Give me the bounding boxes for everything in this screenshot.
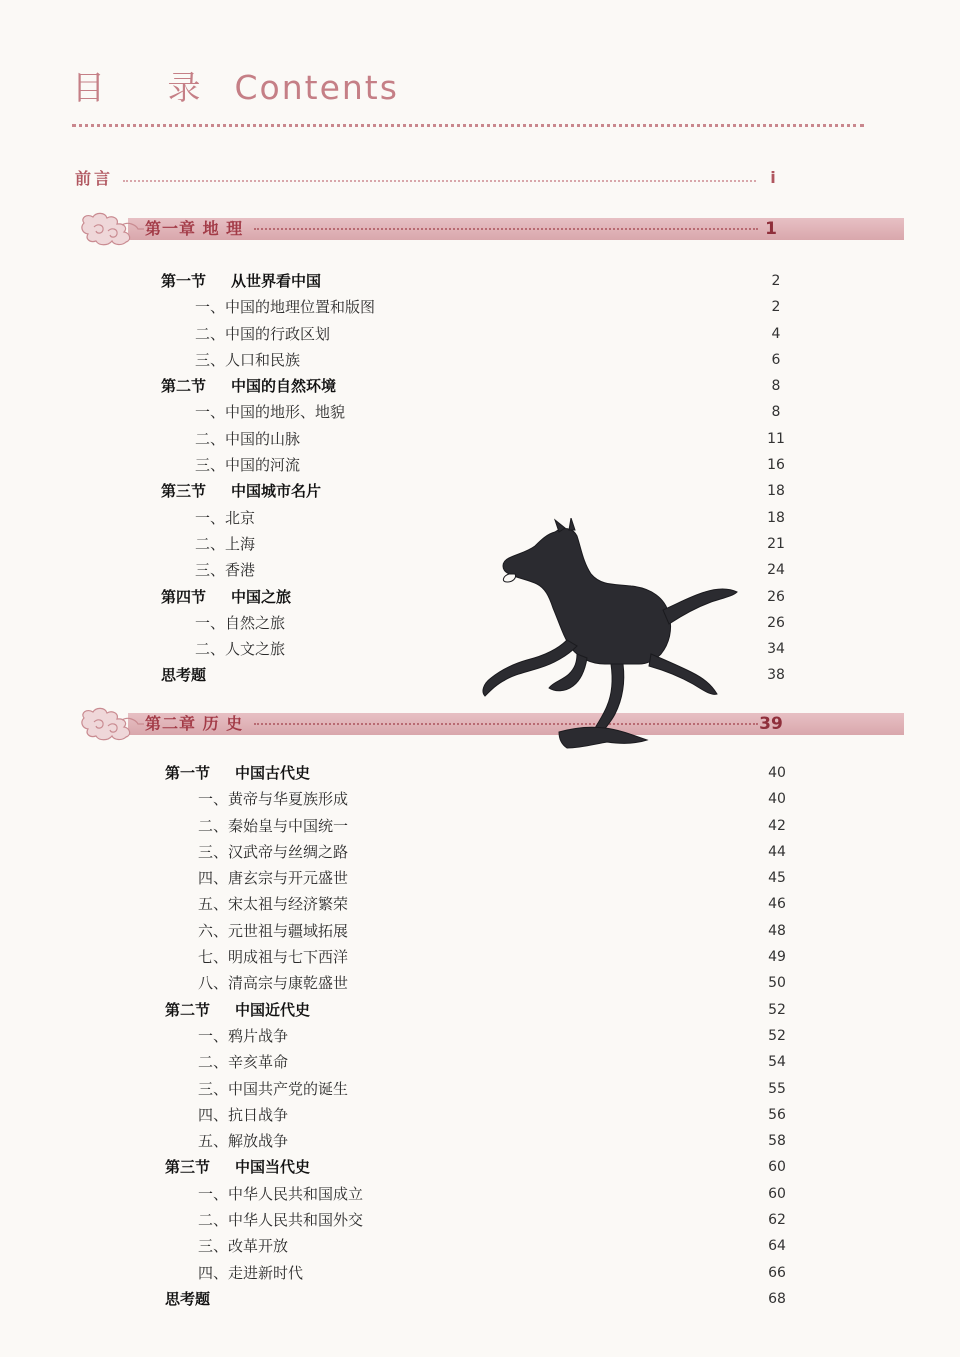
item-title: 三、香港 xyxy=(195,561,256,580)
page-title-cn: 目 录 xyxy=(72,68,227,107)
toc-item-row[interactable] xyxy=(0,321,960,347)
page-number: 46 xyxy=(768,896,786,913)
section-heading xyxy=(165,764,310,782)
item-title: 二、上海 xyxy=(195,534,256,553)
item-title: 一、自然之旅 xyxy=(195,613,286,632)
page-number: 58 xyxy=(768,1133,786,1150)
page-number: 11 xyxy=(767,430,785,447)
item-title: 一、中国的地形、地貌 xyxy=(195,403,346,422)
toc-item-row[interactable] xyxy=(0,347,960,373)
page-number: 18 xyxy=(767,483,785,500)
preface-page: i xyxy=(770,167,776,187)
section-number: 第一节 xyxy=(165,764,211,782)
item-title: 二、中国的行政区划 xyxy=(195,324,331,343)
page-number: 6 xyxy=(771,351,781,368)
page-number: 2 xyxy=(771,299,781,316)
chapter-2-list xyxy=(0,760,960,1312)
section-number: 第一节 xyxy=(161,272,207,290)
toc-item-row[interactable] xyxy=(0,399,960,425)
section-number: 第三节 xyxy=(165,1158,211,1177)
item-title: 八、清高宗与康乾盛世 xyxy=(198,974,349,993)
section-number: 第二节 xyxy=(165,1000,211,1019)
chapter-label: 第二章 历 史 xyxy=(145,714,244,733)
toc-section-row[interactable] xyxy=(0,760,960,786)
item-title: 一、黄帝与华夏族形成 xyxy=(198,790,349,809)
item-title: 四、唐玄宗与开元盛世 xyxy=(198,869,349,888)
page-number: 48 xyxy=(768,922,786,939)
item-title: 二、中国的山脉 xyxy=(195,429,301,448)
toc-section-row[interactable] xyxy=(0,268,960,294)
page-number: 4 xyxy=(771,325,781,342)
item-title: 二、人文之旅 xyxy=(195,640,286,659)
chapter-band-1[interactable] xyxy=(78,209,904,247)
section-number: 思考题 xyxy=(161,666,207,685)
item-title: 二、秦始皇与中国统一 xyxy=(198,816,349,835)
toc-section-row[interactable] xyxy=(0,1154,960,1180)
toc-item-row[interactable] xyxy=(0,813,960,839)
toc-section-row[interactable] xyxy=(0,478,960,504)
item-title: 六、元世祖与疆域拓展 xyxy=(198,921,349,940)
item-title: 四、抗日战争 xyxy=(198,1105,289,1124)
toc-item-row[interactable] xyxy=(0,865,960,891)
page-number: 49 xyxy=(768,949,786,966)
dot-leader xyxy=(123,180,756,182)
section-heading xyxy=(161,588,291,606)
page-number: 62 xyxy=(768,1212,786,1229)
page-number: 18 xyxy=(767,509,785,526)
page-number: 64 xyxy=(768,1238,786,1255)
page-number: 21 xyxy=(767,535,785,552)
page-number: 44 xyxy=(768,843,786,860)
item-title: 一、中国的地理位置和版图 xyxy=(195,298,376,317)
chapter-page: 39 xyxy=(759,714,783,734)
item-title: 一、北京 xyxy=(195,508,256,527)
toc-item-row[interactable] xyxy=(0,970,960,996)
toc-item-row[interactable] xyxy=(0,1207,960,1233)
preface-label: 前言 xyxy=(75,168,114,188)
section-number: 第三节 xyxy=(161,482,207,501)
page-title-en: Contents xyxy=(234,68,399,107)
title-divider xyxy=(72,124,864,127)
toc-item-row[interactable] xyxy=(0,1102,960,1128)
item-title: 七、明成祖与七下西洋 xyxy=(198,948,349,967)
page-number: 60 xyxy=(768,1159,786,1176)
page-number: 16 xyxy=(767,457,785,474)
toc-item-row[interactable] xyxy=(0,891,960,917)
page-number: 52 xyxy=(768,1027,786,1044)
page-number: 45 xyxy=(768,870,786,887)
section-number: 思考题 xyxy=(165,1289,211,1308)
dot-leader xyxy=(254,228,758,230)
bronze-galloping-horse-icon xyxy=(455,518,745,758)
toc-item-row[interactable] xyxy=(0,839,960,865)
page-number: 38 xyxy=(767,667,785,684)
toc-item-row[interactable] xyxy=(0,452,960,478)
item-title: 三、中国共产党的诞生 xyxy=(198,1079,349,1098)
page-number: 50 xyxy=(768,975,786,992)
section-title: 从世界看中国 xyxy=(231,272,322,290)
page-number: 26 xyxy=(767,614,785,631)
section-number: 第二节 xyxy=(161,377,207,396)
toc-section-row[interactable] xyxy=(0,373,960,399)
page-title xyxy=(72,62,399,109)
toc-item-row[interactable] xyxy=(0,294,960,320)
page-number: 66 xyxy=(768,1264,786,1281)
page-number: 34 xyxy=(767,641,785,658)
item-title: 四、走进新时代 xyxy=(198,1263,304,1282)
page-number: 52 xyxy=(768,1001,786,1018)
toc-item-row[interactable] xyxy=(0,918,960,944)
item-title: 一、鸦片战争 xyxy=(198,1026,289,1045)
item-title: 五、解放战争 xyxy=(198,1132,289,1151)
section-title: 中国当代史 xyxy=(235,1158,311,1177)
item-title: 二、辛亥革命 xyxy=(198,1053,289,1072)
toc-section-row[interactable] xyxy=(0,997,960,1023)
page-number: 56 xyxy=(768,1106,786,1123)
toc-entry-preface[interactable] xyxy=(75,164,780,190)
item-title: 二、中华人民共和国外交 xyxy=(198,1211,364,1230)
section-heading xyxy=(161,482,321,500)
section-heading xyxy=(161,272,321,290)
section-heading xyxy=(161,666,231,684)
section-heading xyxy=(165,1001,310,1019)
section-title: 中国近代史 xyxy=(235,1000,311,1019)
item-title: 一、中华人民共和国成立 xyxy=(198,1184,364,1203)
toc-item-row[interactable] xyxy=(0,944,960,970)
page-number: 40 xyxy=(768,765,786,781)
section-title: 中国城市名片 xyxy=(231,482,322,501)
toc-item-row[interactable] xyxy=(0,1260,960,1286)
page-number: 42 xyxy=(768,817,786,834)
page-number: 2 xyxy=(771,273,781,289)
page-number: 8 xyxy=(771,378,781,395)
section-title: 中国之旅 xyxy=(231,587,292,606)
section-heading xyxy=(165,1158,310,1176)
page-number: 55 xyxy=(768,1080,786,1097)
toc-item-row[interactable] xyxy=(0,1233,960,1259)
toc-item-row[interactable] xyxy=(0,426,960,452)
item-title: 三、人口和民族 xyxy=(195,350,301,369)
item-title: 三、改革开放 xyxy=(198,1237,289,1256)
item-title: 三、汉武帝与丝绸之路 xyxy=(198,842,349,861)
section-heading xyxy=(165,1290,235,1308)
toc-section-row[interactable] xyxy=(0,1286,960,1312)
page-number: 68 xyxy=(768,1290,786,1307)
chapter-page: 1 xyxy=(765,219,777,239)
item-title: 五、宋太祖与经济繁荣 xyxy=(198,895,349,914)
chapter-label: 第一章 地 理 xyxy=(145,219,244,238)
page-number: 8 xyxy=(771,404,781,421)
page-number: 54 xyxy=(768,1054,786,1071)
section-number: 第四节 xyxy=(161,587,207,606)
page-number: 24 xyxy=(767,562,785,579)
toc-item-row[interactable] xyxy=(0,1181,960,1207)
section-title: 中国古代史 xyxy=(235,764,311,782)
toc-item-row[interactable] xyxy=(0,786,960,812)
section-title: 中国的自然环境 xyxy=(231,377,337,396)
toc-item-row[interactable] xyxy=(0,1076,960,1102)
page-number: 40 xyxy=(768,791,786,808)
toc-item-row[interactable] xyxy=(0,1128,960,1154)
toc-item-row[interactable] xyxy=(0,1023,960,1049)
page-number: 60 xyxy=(768,1185,786,1202)
item-title: 三、中国的河流 xyxy=(195,456,301,475)
toc-item-row[interactable] xyxy=(0,1049,960,1075)
page-number: 26 xyxy=(767,588,785,605)
section-heading xyxy=(161,377,336,395)
